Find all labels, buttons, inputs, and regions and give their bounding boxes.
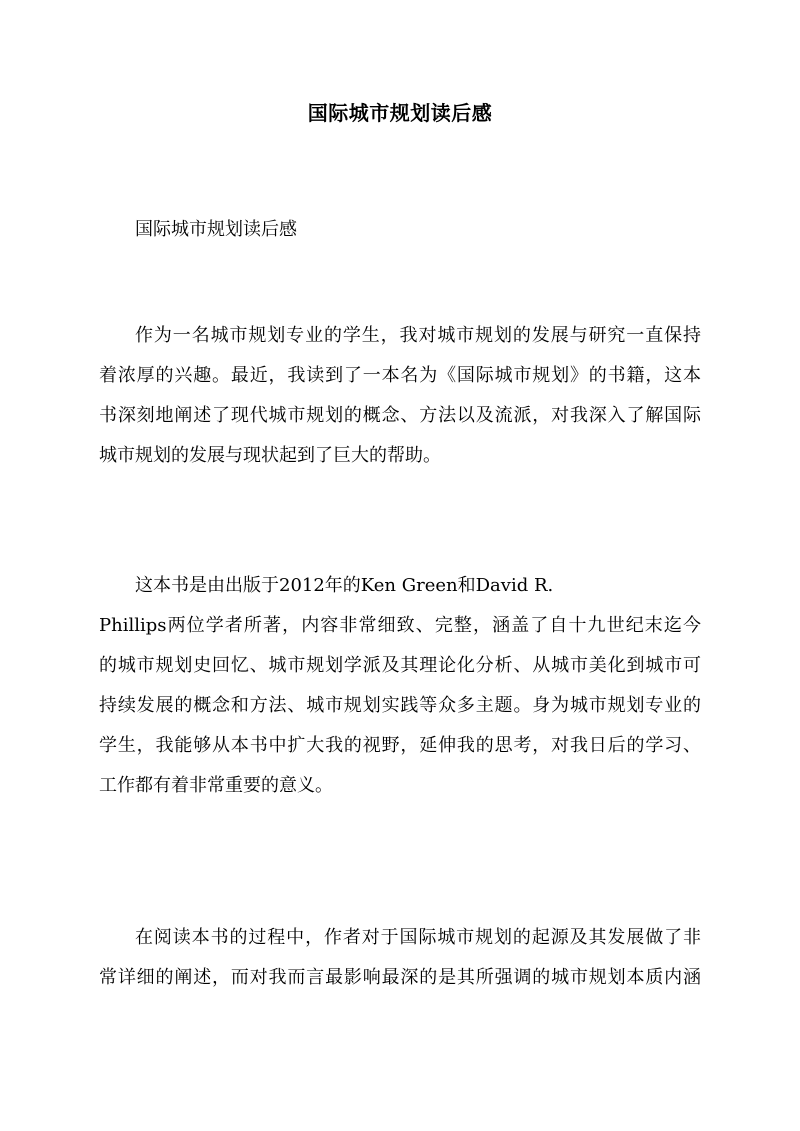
paragraph-line: 工作都有着非常重要的意义。	[99, 775, 333, 796]
paragraph-1	[99, 316, 701, 476]
document-subtitle: 国际城市规划读后感	[135, 219, 297, 240]
paragraph-line: Phillips两位学者所著，内容非常细致、完整，涵盖了自十九世纪末迄今	[99, 615, 701, 636]
paragraph-line: 作为一名城市规划专业的学生，我对城市规划的发展与研究一直保持	[135, 325, 701, 346]
paragraph-line: 着浓厚的兴趣。最近，我读到了一本名为《国际城市规划》的书籍，这本	[99, 365, 701, 386]
paragraph-line: 学生，我能够从本书中扩大我的视野，延伸我的思考，对我日后的学习、	[99, 735, 701, 756]
paragraph-line: 城市规划的发展与现状起到了巨大的帮助。	[99, 445, 441, 466]
paragraph-line: 书深刻地阐述了现代城市规划的概念、方法以及流派，对我深入了解国际	[99, 405, 701, 426]
paragraph-2	[99, 566, 701, 806]
paragraph-line: 常详细的阐述，而对我而言最影响最深的是其所强调的城市规划本质内涵	[99, 967, 701, 988]
paragraph-line: 在阅读本书的过程中，作者对于国际城市规划的起源及其发展做了非	[135, 927, 701, 948]
paragraph-3	[99, 918, 701, 998]
document-title: 国际城市规划读后感	[307, 101, 493, 125]
paragraph-line: 这本书是由出版于2012年的Ken Green和David R.	[135, 575, 554, 596]
paragraph-line: 持续发展的概念和方法、城市规划实践等众多主题。身为城市规划专业的	[99, 695, 701, 716]
paragraph-line: 的城市规划史回忆、城市规划学派及其理论化分析、从城市美化到城市可	[99, 655, 701, 676]
